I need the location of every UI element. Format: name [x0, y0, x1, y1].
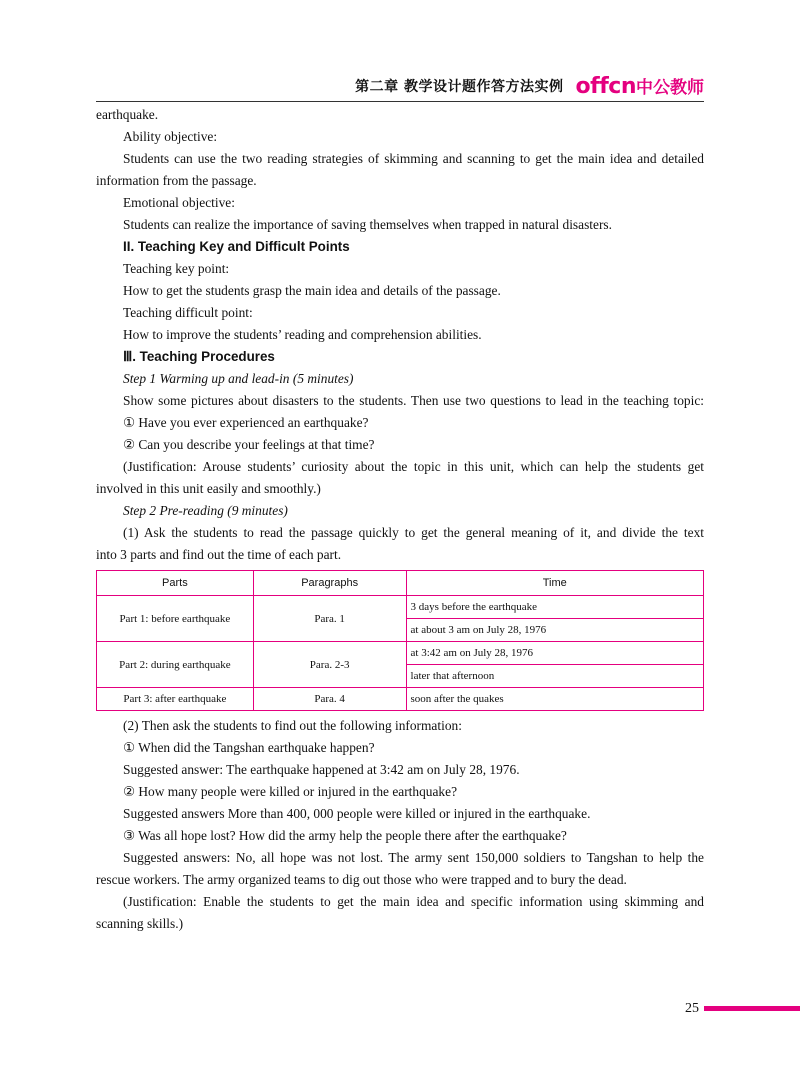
question-item: ② Can you describe your feelings at that time? — [123, 437, 375, 452]
answer-text: rescue workers. The army organized teams to dig out those who were trapped and to bury the dead. — [96, 872, 627, 887]
section-heading-procedures: Ⅲ. Teaching Procedures — [123, 349, 275, 364]
logo-text-cn: 中公教师 — [636, 78, 704, 98]
page-header — [355, 66, 704, 106]
subheading-emotional: Emotional objective: — [123, 195, 235, 210]
text-line: Teaching difficult point: — [123, 305, 253, 320]
step-1-heading: Step 1 Warming up and lead-in (5 minutes) — [123, 371, 354, 386]
justification-text: (Justification: Enable the students to get the main idea and specific information using skimming and — [123, 894, 704, 909]
step-2-heading: Step 2 Pre-reading (9 minutes) — [123, 503, 288, 518]
text-line: earthquake. — [96, 107, 159, 122]
header-rule — [96, 101, 704, 102]
table-row — [97, 688, 704, 711]
justification-text: scanning skills.) — [96, 916, 184, 931]
text-line: Students can realize the importance of saving themselves when trapped in natural disasters. — [123, 217, 612, 232]
table-row — [97, 596, 704, 619]
table-cell-part: Part 3: after earthquake — [97, 688, 254, 711]
text-line: into 3 parts and find out the time of each part. — [96, 547, 342, 562]
table-cell-time: later that afternoon — [406, 665, 703, 688]
text-line: Show some pictures about disasters to the students. Then use two questions to lead in the teaching topic: — [123, 393, 704, 408]
answer-text: Suggested answers More than 400, 000 people were killed or injured in the earthquake. — [123, 806, 591, 821]
table-cell-para: Para. 1 — [253, 596, 406, 642]
subheading-ability: Ability objective: — [123, 129, 218, 144]
column-header: Paragraphs — [253, 571, 406, 596]
table-cell-time: soon after the quakes — [406, 688, 703, 711]
table-row — [97, 642, 704, 665]
justification-text: involved in this unit easily and smoothly.) — [96, 481, 321, 496]
page-number-bar — [704, 1006, 800, 1011]
chapter-title: 第二章 教学设计题作答方法实例 — [355, 79, 564, 95]
text-line: How to improve the students’ reading and comprehension abilities. — [123, 327, 482, 342]
table-cell-part: Part 1: before earthquake — [97, 596, 254, 642]
question-item: ③ Was all hope lost? How did the army help the people there after the earthquake? — [123, 828, 567, 843]
table-cell-time: 3 days before the earthquake — [406, 596, 703, 619]
section-heading-key-points: II. Teaching Key and Difficult Points — [123, 239, 350, 254]
offcn-logo — [576, 73, 704, 99]
column-header: Time — [406, 571, 703, 596]
page-body — [96, 104, 704, 935]
table-cell-para: Para. 2-3 — [253, 642, 406, 688]
text-line: (2) Then ask the students to find out the following information: — [123, 718, 462, 733]
table-cell-time: at 3:42 am on July 28, 1976 — [406, 642, 703, 665]
column-header: Parts — [97, 571, 254, 596]
text-line: information from the passage. — [96, 173, 257, 188]
text-line: (1) Ask the students to read the passage quickly to get the general meaning of it, and divide the text — [123, 525, 704, 540]
question-item: ① Have you ever experienced an earthquake? — [123, 415, 369, 430]
table-header-row — [97, 571, 704, 596]
table-cell-para: Para. 4 — [253, 688, 406, 711]
text-line: Teaching key point: — [123, 261, 230, 276]
table-cell-time: at about 3 am on July 28, 1976 — [406, 619, 703, 642]
page-number: 25 — [685, 1001, 699, 1016]
answer-text: Suggested answer: The earthquake happened at 3:42 am on July 28, 1976. — [123, 762, 520, 777]
text-line: How to get the students grasp the main idea and details of the passage. — [123, 283, 501, 298]
question-item: ② How many people were killed or injured in the earthquake? — [123, 784, 458, 799]
logo-text-en: offcn — [575, 74, 636, 99]
table-cell-part: Part 2: during earthquake — [97, 642, 254, 688]
question-item: ① When did the Tangshan earthquake happen? — [123, 740, 375, 755]
answer-text: Suggested answers: No, all hope was not lost. The army sent 150,000 soldiers to Tangshan to help the — [123, 850, 704, 865]
parts-time-table — [96, 570, 704, 711]
text-line: Students can use the two reading strategies of skimming and scanning to get the main idea and detailed — [123, 151, 704, 166]
justification-text: (Justification: Arouse students’ curiosity about the topic in this unit, which can help the students get — [123, 459, 704, 474]
